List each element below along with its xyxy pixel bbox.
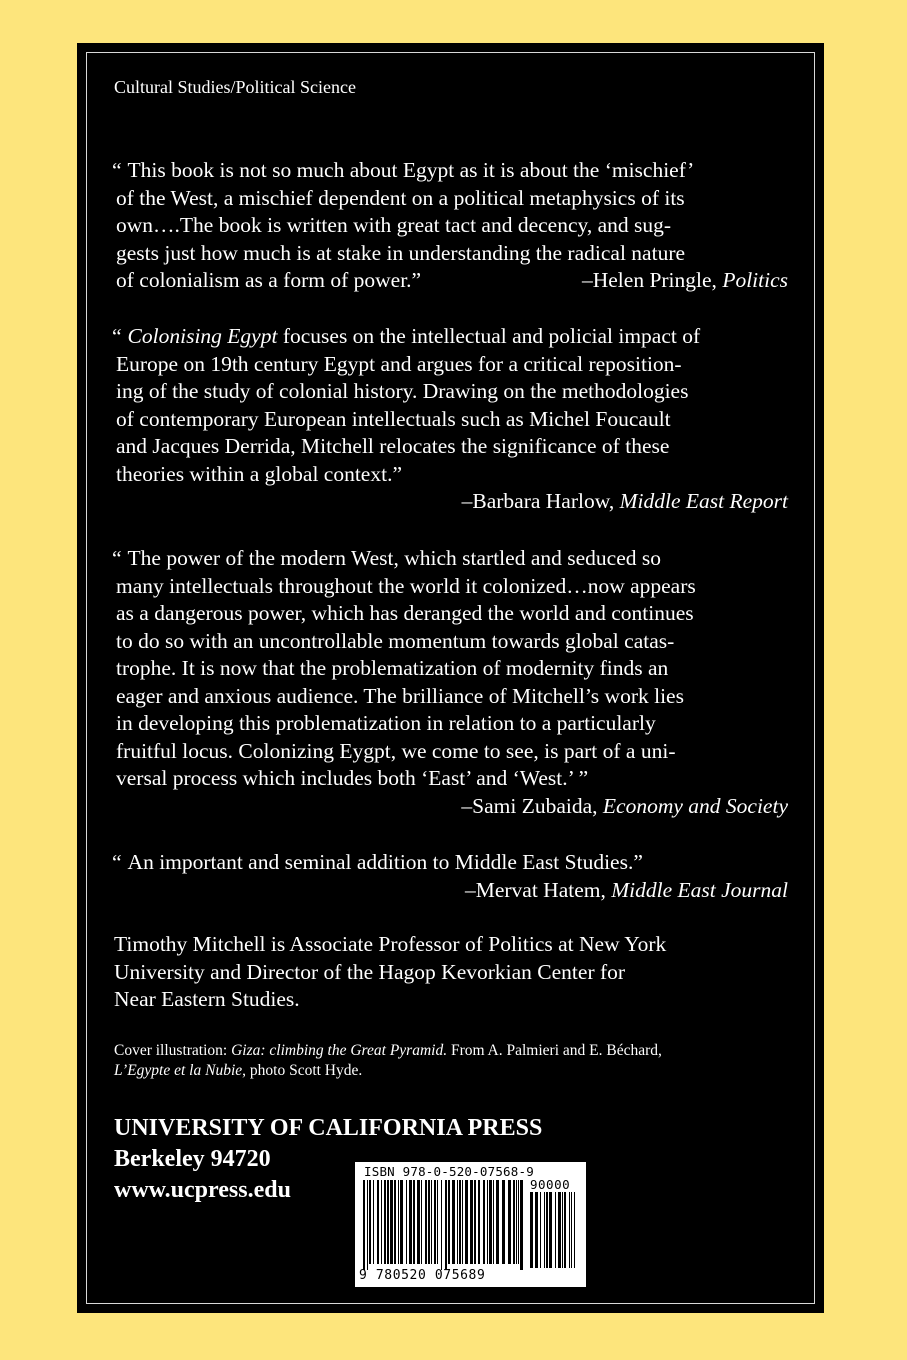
quote-line: This book is not so much about Egypt as it is about the ‘mischief’ — [127, 158, 695, 182]
barcode-bar — [373, 1180, 374, 1264]
barcode-bar — [478, 1180, 480, 1264]
barcode-bar — [400, 1180, 403, 1264]
open-quote-mark: “ — [112, 546, 122, 570]
isbn-label: ISBN 978-0-520-07568-9 — [364, 1164, 534, 1179]
quote-2 — [112, 323, 792, 516]
barcode-bar — [394, 1180, 396, 1264]
attribution-source: Economy and Society — [602, 793, 788, 818]
barcode-bar — [425, 1180, 427, 1264]
barcode-bar — [558, 1192, 561, 1268]
publisher-name: UNIVERSITY OF CALIFORNIA PRESS — [114, 1115, 543, 1141]
barcode-bar — [562, 1192, 563, 1268]
barcode-bar — [520, 1180, 523, 1270]
quote-line: gests just how much is at stake in understanding the radical nature — [116, 240, 686, 265]
barcode-bar — [431, 1180, 432, 1264]
barcode-bar — [363, 1180, 365, 1270]
quote-line: of the West, a mischief dependent on a political metaphysics of its — [116, 185, 685, 210]
quote-line: many intellectuals throughout the world it colonized…now appears — [116, 573, 696, 598]
quote-line: trophe. It is now that the problematization of modernity finds an — [116, 656, 669, 680]
barcode-bar — [381, 1180, 382, 1264]
barcode-bar — [417, 1180, 420, 1264]
quote-line: own….The book is written with great tact and decency, and sug- — [116, 213, 672, 237]
ean-number: 9 780520 075689 — [359, 1268, 486, 1283]
quote-line: An important and seminal addition to Middle East Studies.” — [127, 850, 643, 874]
source-book-title: L’Egypte et la Nubie — [114, 1062, 243, 1079]
addon-number: 90000 — [530, 1177, 571, 1192]
bio-line: Timothy Mitchell is Associate Professor of Politics at New York — [114, 932, 667, 956]
quote-line: The power of the modern West, which startled and seduced so — [127, 546, 661, 570]
barcode-bar — [434, 1180, 436, 1264]
barcode-bar — [369, 1180, 371, 1264]
barcode-bar — [544, 1192, 545, 1268]
barcode-bar — [465, 1180, 468, 1264]
open-quote-mark: “ — [112, 158, 122, 182]
barcode-bar — [448, 1180, 450, 1264]
quote-line: as a dangerous power, which has deranged the world and continues — [116, 601, 694, 625]
attribution-source: Middle East Journal — [611, 877, 788, 902]
attribution-source: Middle East Report — [619, 489, 788, 513]
barcode-bar — [535, 1192, 538, 1268]
bio-line: Near Eastern Studies. — [114, 987, 300, 1011]
barcode-bar — [483, 1180, 485, 1264]
quote-attribution: –Mervat Hatem, Middle East Journal — [464, 877, 788, 902]
barcode-bar — [421, 1180, 422, 1264]
barcode-bar — [564, 1192, 566, 1268]
barcode-bar — [462, 1180, 463, 1264]
barcode-bar — [546, 1192, 548, 1268]
quote-line: of colonialism as a form of power.” — [116, 268, 422, 292]
quote-line: eager and anxious audience. The brilliance of Mitchell’s work lies — [116, 683, 684, 708]
barcode-bar — [452, 1180, 455, 1264]
addon-bars — [530, 1192, 580, 1272]
barcode-bar — [530, 1192, 533, 1268]
quote-1 — [112, 157, 792, 295]
quote-attribution: –Helen Pringle, Politics — [581, 268, 788, 292]
barcode-bar — [390, 1180, 393, 1264]
quote-line: ing of the study of colonial history. Drawing on the methodologies — [116, 379, 689, 403]
open-quote-mark: “ — [112, 324, 122, 348]
quote-line: fruitful locus. Colonizing Eygpt, we come to see, is part of a uni- — [116, 738, 676, 763]
book-title: Colonising Egypt — [127, 324, 278, 348]
quote-line: to do so with an uncontrollable momentum towards global catas- — [116, 628, 675, 653]
barcode-bar — [518, 1180, 519, 1264]
barcode-bar — [474, 1180, 476, 1264]
attribution-source: Politics — [722, 268, 788, 292]
barcode-bar — [437, 1180, 438, 1264]
barcode-bar — [406, 1180, 407, 1264]
barcode-bar — [428, 1180, 430, 1264]
cover-credit: Cover illustration: Giza: climbing the Great Pyramid. From A. Palmieri and E. Béchard, L’Egypte et la Nubie, photo Scott Hyde. — [114, 1042, 662, 1079]
author-bio — [114, 931, 794, 1014]
barcode-bar — [445, 1180, 447, 1270]
barcode-bars — [363, 1180, 523, 1270]
barcode-bar — [367, 1180, 368, 1270]
barcode-bar — [508, 1180, 511, 1264]
open-quote-mark: “ — [112, 850, 122, 874]
publisher-city: Berkeley 94720 — [114, 1146, 271, 1172]
barcode-bar — [549, 1192, 552, 1268]
barcode-bar — [470, 1180, 473, 1264]
barcode-bar — [377, 1180, 379, 1264]
barcode-bar — [489, 1180, 492, 1264]
illustration-title: Giza: climbing the Great Pyramid. — [231, 1042, 448, 1059]
quote-attribution: –Barbara Harlow, Middle East Report — [461, 489, 788, 513]
quote-line: versal process which includes both ‘East’ and ‘West.’ ” — [116, 766, 589, 790]
quote-4 — [112, 849, 792, 904]
barcode-bar — [496, 1180, 499, 1264]
barcode-bar — [574, 1192, 575, 1268]
barcode-bar — [398, 1180, 399, 1264]
quote-line: focuses on the intellectual and policial impact of — [277, 324, 701, 348]
barcode-bar — [569, 1192, 570, 1268]
publisher-website: www.ucpress.edu — [114, 1177, 291, 1203]
barcode-bar — [441, 1180, 442, 1270]
quote-line: of contemporary European intellectuals such as Michel Foucault — [116, 406, 671, 431]
quote-line: Europe on 19th century Egypt and argues for a critical reposition- — [116, 351, 682, 376]
barcode-bar — [516, 1180, 517, 1264]
quote-3 — [112, 545, 792, 820]
barcode-bar — [493, 1180, 494, 1264]
barcode-bar — [555, 1192, 556, 1268]
barcode-bar — [540, 1192, 541, 1268]
quote-line: and Jacques Derrida, Mitchell relocates the significance of these — [116, 434, 670, 458]
barcode-bar — [387, 1180, 389, 1264]
quote-attribution: –Sami Zubaida, Economy and Society — [461, 793, 788, 818]
barcode-bar — [513, 1180, 515, 1264]
barcode-bar — [409, 1180, 412, 1264]
isbn-barcode — [355, 1162, 586, 1287]
bio-line: University and Director of the Hagop Kevorkian Center for — [114, 959, 626, 984]
barcode-bar — [502, 1180, 505, 1264]
quote-line: theories within a global context.” — [116, 461, 402, 486]
barcode-bar — [457, 1180, 458, 1264]
barcode-bar — [459, 1180, 461, 1264]
barcode-bar — [487, 1180, 488, 1264]
barcode-bar — [413, 1180, 415, 1264]
category-label: Cultural Studies/Political Science — [114, 77, 356, 97]
quote-line: in developing this problematization in relation to a particularly — [116, 711, 656, 735]
barcode-bar — [384, 1180, 386, 1264]
barcode-bar — [571, 1192, 572, 1268]
